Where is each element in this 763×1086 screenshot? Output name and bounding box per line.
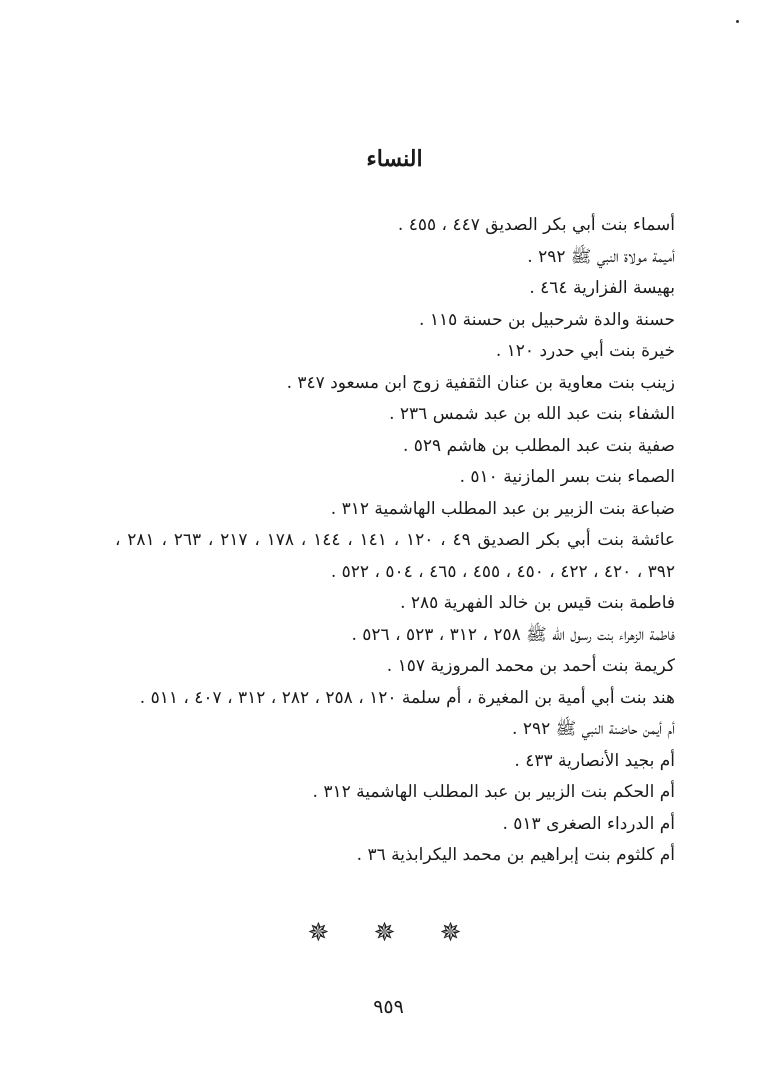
margin-speck (736, 20, 739, 23)
index-entry: هند بنت أبي أمية بن المغيرة ، أم سلمة ١٢٠ ، ٢٥٨ ، ٢٨٢ ، ٣١٢ ، ٤٠٧ ، ٥١١ . (139, 687, 675, 708)
index-entry: زينب بنت معاوية بن عنان الثقفية زوج ابن مسعود ٣٤٧ . (286, 372, 675, 393)
index-entry: أم بجيد الأنصارية ٤٣٣ . (514, 750, 675, 771)
index-entry: الشفاء بنت عبد الله بن عبد شمس ٢٣٦ . (389, 404, 675, 424)
index-entry: أم كلثوم بنت إبراهيم بن محمد اليكرابذية ٣٦ . (356, 845, 675, 865)
index-entry: أميمة مولاة النبي ﷺ ٢٩٢ . (527, 246, 675, 267)
index-entry: فاطمة الزهراء بنت رسول الله ﷺ ٢٥٨ ، ٣١٢ ، ٥٢٣ ، ٥٢٦ . (351, 624, 675, 645)
index-entry: أسماء بنت أبي بكر الصديق ٤٤٧ ، ٤٥٥ . (397, 215, 675, 235)
section-heading-text: النساء (366, 146, 423, 172)
page-number (0, 996, 763, 1018)
index-entry: حسنة والدة شرحبيل بن حسنة ١١٥ . (419, 309, 675, 330)
index-entry: كريمة بنت أحمد بن محمد المروزية ١٥٧ . (386, 656, 675, 676)
page-number-text: ٩٥٩ (373, 996, 404, 1018)
index-entry: أم الحكم بنت الزبير بن عبد المطلب الهاشمية ٣١٢ . (312, 782, 675, 802)
index-entry: الصماء بنت بسر المازنية ٥١٠ . (459, 467, 675, 487)
star-ornament-glyphs: ✵ ✵ ✵ (307, 918, 480, 948)
index-entries (115, 210, 675, 872)
index-entry: بهيسة الفزارية ٤٦٤ . (529, 278, 675, 298)
section-heading (0, 146, 763, 172)
index-entry: فاطمة بنت قيس بن خالد الفهرية ٢٨٥ . (400, 593, 675, 613)
index-entry: ضباعة بنت الزبير بن عبد المطلب الهاشمية ٣١٢ . (330, 498, 675, 519)
index-entry: عائشة بنت أبي بكر الصديق ٤٩ ، ١٢٠ ، ١٤١ ، ١٤٤ ، ١٧٨ ، ٢١٧ ، ٢٦٣ ، ٢٨١ ، ٣٩٢ ، ٤٢٠ ، ٤٢٢ ، ٤٥٠ ، ٤٥٥ ، ٤٦٥ ، ٥٠٤ ، ٥٢٢ . (115, 530, 676, 582)
index-entry: أم أيمن حاضنة النبي ﷺ ٢٩٢ . (512, 719, 675, 739)
star-ornament (0, 918, 763, 948)
index-entry: صفية بنت عبد المطلب بن هاشم ٥٢٩ . (402, 435, 675, 456)
index-entry: أم الدرداء الصغرى ٥١٣ . (502, 813, 675, 834)
index-entry: خيرة بنت أبي حدرد ١٢٠ . (495, 341, 675, 361)
